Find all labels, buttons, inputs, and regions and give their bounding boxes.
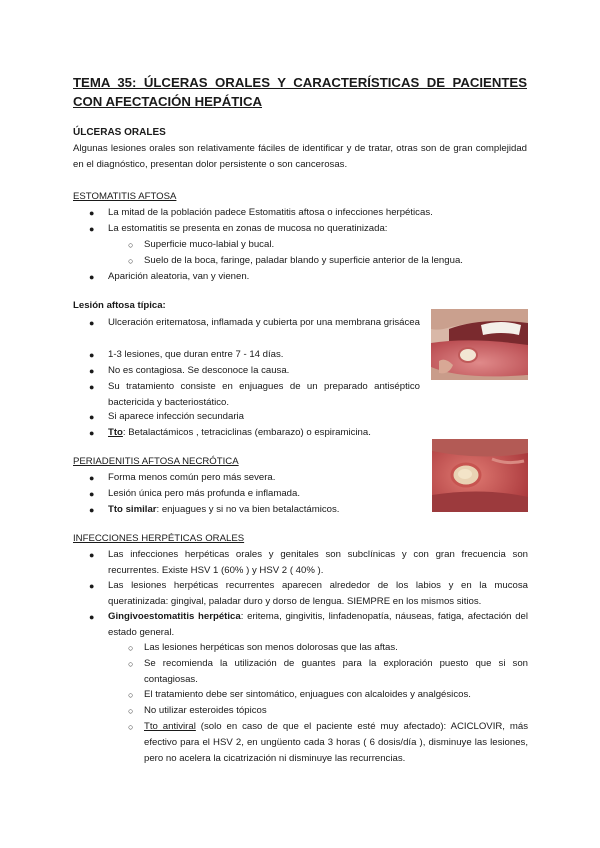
periadenitis-item-2: Lesión única pero más profunda e inflamada. xyxy=(108,488,300,499)
tto-antiviral-label: Tto antiviral xyxy=(144,721,196,732)
gingivoestomatitis-text: : eritema, gingivitis, linfadenopatía, náuseas, fatiga, afectación del estado general. xyxy=(108,611,528,638)
section-heading-lesion: Lesión aftosa típica: xyxy=(73,300,166,311)
estomatitis-subitem-1: Superficie muco-labial y bucal. xyxy=(144,239,275,250)
bullet-icon: ● xyxy=(89,489,95,499)
circle-bullet-icon: ○ xyxy=(128,690,134,700)
lesion-item-1: Ulceración eritematosa, inflamada y cubierta por una membrana grisácea xyxy=(108,317,420,328)
aphthous-ulcer-photo xyxy=(431,309,528,380)
bullet-icon: ● xyxy=(89,350,95,360)
bullet-icon: ● xyxy=(89,550,95,560)
bullet-icon: ● xyxy=(89,224,95,234)
estomatitis-item-1: La mitad de la población padece Estomatitis aftosa o infecciones herpéticas. xyxy=(108,207,433,218)
circle-bullet-icon: ○ xyxy=(128,722,134,732)
herpes-item-1: Las infecciones herpéticas orales y genitales son subclínicas y con gran frecuencia son recurrentes. Existe HSV 1 (60% ) y HSV 2 ( 40% ). xyxy=(108,549,528,576)
tto-text: : Betalactámicos , tetraciclinas (embarazo) o espiramicina. xyxy=(122,427,371,438)
bullet-icon: ● xyxy=(89,581,95,591)
estomatitis-subitem-2: Suelo de la boca, faringe, paladar blando y superficie anterior de la lengua. xyxy=(144,255,463,266)
tto-similar-label: Tto similar xyxy=(108,504,157,515)
lesion-item-6 xyxy=(108,425,420,441)
circle-bullet-icon: ○ xyxy=(128,706,134,716)
estomatitis-item-3: Aparición aleatoria, van y vienen. xyxy=(108,271,250,282)
circle-bullet-icon: ○ xyxy=(128,256,134,266)
section-heading-ulceras: ÚLCERAS ORALES xyxy=(73,127,166,138)
tto-antiviral-text: (solo en caso de que el paciente esté muy afectado): ACICLOVIR, más efectivo para el HSV 2, en ungüento cada 3 horas ( 6 dosis/día ), disminuye las lesiones, pero no acelera la cicatrización ni disminuye las recurrencias. xyxy=(144,721,529,764)
section-heading-herpes: INFECCIONES HERPÉTICAS ORALES xyxy=(73,533,245,544)
bullet-icon: ● xyxy=(89,366,95,376)
ulceras-paragraph: Algunas lesiones orales son relativamente fáciles de identificar y de tratar, otras son de gran complejidad en el diagnóstico, presentan dolor persistente o son cancerosas. xyxy=(73,143,527,170)
circle-bullet-icon: ○ xyxy=(128,240,134,250)
gingivoestomatitis-label: Gingivoestomatitis herpética xyxy=(108,611,241,622)
herpes-subitem-5 xyxy=(144,719,528,767)
herpes-subitem-4: No utilizar esteroides tópicos xyxy=(144,705,267,716)
lesion-item-2: 1-3 lesiones, que duran entre 7 - 14 días. xyxy=(108,349,284,360)
tto-label: Tto xyxy=(108,427,123,438)
bullet-icon: ● xyxy=(89,412,95,422)
bullet-icon: ● xyxy=(89,318,95,328)
bullet-icon: ● xyxy=(89,505,95,515)
estomatitis-item-2: La estomatitis se presenta en zonas de mucosa no queratinizada: xyxy=(108,223,388,234)
lesion-item-5: Si aparece infección secundaria xyxy=(108,411,244,422)
lesion-item-4: Su tratamiento consiste en enjuagues de un preparado antiséptico bactericida y bacteriostático. xyxy=(108,381,420,408)
bullet-icon: ● xyxy=(89,208,95,218)
page-title: TEMA 35: ÚLCERAS ORALES Y CARACTERÍSTICAS DE PACIENTES CON AFECTACIÓN HEPÁTICA xyxy=(73,75,527,109)
bullet-icon: ● xyxy=(89,272,95,282)
lesion-item-3: No es contagiosa. Se desconoce la causa. xyxy=(108,365,290,376)
herpes-subitem-3: El tratamiento debe ser sintomático, enjuagues con alcaloides y analgésicos. xyxy=(144,689,471,700)
section-heading-estomatitis: ESTOMATITIS AFTOSA xyxy=(73,191,177,202)
periadenitis-item-3 xyxy=(108,502,420,518)
bullet-icon: ● xyxy=(89,612,95,622)
periadenitis-item-1: Forma menos común pero más severa. xyxy=(108,472,276,483)
bullet-icon: ● xyxy=(89,382,95,392)
herpes-item-2: Las lesiones herpéticas recurrentes aparecen alrededor de los labios y en la mucosa queratinizada: gingival, paladar duro y dorso de lengua. SIEMPRE en los mismos sitios. xyxy=(108,580,528,607)
herpes-item-3 xyxy=(108,609,528,641)
section-heading-periadenitis: PERIADENITIS AFTOSA NECRÓTICA xyxy=(73,456,239,467)
circle-bullet-icon: ○ xyxy=(128,643,134,653)
bullet-icon: ● xyxy=(89,473,95,483)
tto-similar-text: : enjuagues y si no va bien betalactámicos. xyxy=(156,504,340,515)
circle-bullet-icon: ○ xyxy=(128,659,134,669)
necrotic-ulcer-photo xyxy=(432,439,528,512)
herpes-subitem-1: Las lesiones herpéticas son menos dolorosas que las aftas. xyxy=(144,642,398,653)
bullet-icon: ● xyxy=(89,428,95,438)
herpes-subitem-2: Se recomienda la utilización de guantes para la exploración puesto que si son contagiosas. xyxy=(144,658,528,685)
